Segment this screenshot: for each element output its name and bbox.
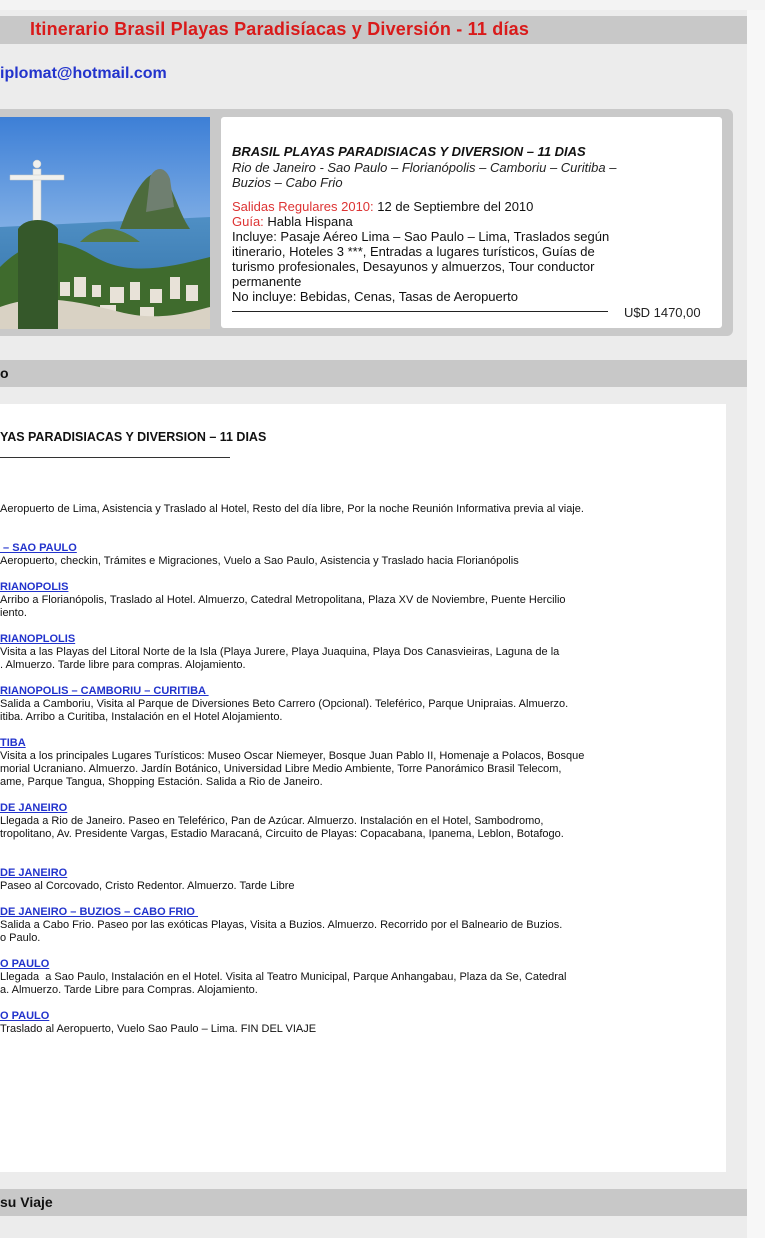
day-title[interactable]: DE JANEIRO [0,867,68,879]
itinerary-panel [0,404,726,1172]
day-title[interactable]: TIBA [0,737,26,749]
page-title: Itinerario Brasil Playas Paradisíacas y Diversión - 11 días [30,19,530,39]
package-card [221,117,722,328]
day-text: Salida a Cabo Frio. Paseo por las exóticas Playas, Visita a Buzios. Almuerzo. Recorrido por el Balneario de Buzios. [0,919,563,931]
excludes-line: No incluye: Bebidas, Cenas, Tasas de Aeropuerto [232,289,518,304]
day-title[interactable]: DE JANEIRO – BUZIOS – CABO FRIO [0,906,199,918]
package-price: U$D 1470,00 [624,305,701,320]
contact-email[interactable]: iplomat@hotmail.com [0,65,167,82]
includes-line: turismo profesionales, Desayunos y almuerzos, Tour conductor [232,259,595,274]
trip-section-label: su Viaje [0,1194,53,1210]
route-line: Rio de Janeiro - Sao Paulo – Florianópolis – Camboriu – Curitiba – [232,160,617,175]
day-text: Aeropuerto, checkin, Trámites e Migraciones, Vuelo a Sao Paulo, Asistencia y Traslado hacia Florianópolis [0,555,519,567]
day-text: Visita a los principales Lugares Turísticos: Museo Oscar Niemeyer, Bosque Juan Pablo II, Homenaje a Polacos, Bosque [0,750,585,762]
day-title[interactable]: – SAO PAULO [0,542,77,554]
heading-rule [0,457,230,458]
day-intro: Aeropuerto de Lima, Asistencia y Traslado al Hotel, Resto del día libre, Por la noche Reunión Informativa previa al viaje. [0,503,584,515]
departures-row [232,199,692,214]
package-title: BRASIL PLAYAS PARADISIACAS Y DIVERSION – 11 DIAS [232,144,586,159]
rio-photo [0,117,210,329]
day-text: Traslado al Aeropuerto, Vuelo Sao Paulo – Lima. FIN DEL VIAJE [0,1023,317,1035]
top-strip [0,0,765,10]
day-text: itiba. Arribo a Curitiba, Instalación en el Hotel Alojamiento. [0,711,283,723]
day-text: Arribo a Florianópolis, Traslado al Hotel. Almuerzo, Catedral Metropolitana, Plaza XV de Noviembre, Puente Hercilio [0,594,566,606]
day-title[interactable]: O PAULO [0,958,50,970]
itinerary-section-bar [0,360,747,387]
day-text: Llegada a Sao Paulo, Instalación en el Hotel. Visita al Teatro Municipal, Parque Anhangabau, Plaza da Se, Catedral [0,971,567,983]
offer-box [0,109,733,336]
price-rule [232,311,608,312]
itinerary-heading: YAS PARADISIACAS Y DIVERSION – 11 DIAS [0,430,267,444]
guide-value: Habla Hispana [263,214,353,229]
day-title[interactable]: DE JANEIRO [0,802,68,814]
route-line: Buzios – Cabo Frio [232,175,343,190]
day-text: o Paulo. [0,932,41,944]
day-text: . Almuerzo. Tarde libre para compras. Alojamiento. [0,659,246,671]
trip-section-bar [0,1189,747,1216]
guide-label: Guía: [232,214,264,229]
guide-row [232,214,692,229]
includes-line: itinerario, Hoteles 3 ***, Entradas a lugares turísticos, Guías de [232,244,595,259]
day-title[interactable]: RIANOPLOLIS [0,633,76,645]
day-text: tropolitano, Av. Presidente Vargas, Estadio Maracaná, Circuito de Playas: Copacabana, Ipanema, Leblon, Botafogo. [0,828,564,840]
day-text: Salida a Camboriu, Visita al Parque de Diversiones Beto Carrero (Opcional). Teleférico, Parque Unipraias. Almuerzo. [0,698,569,710]
day-text: morial Ucraniano. Almuerzo. Jardín Botánico, Universidad Libre Medio Ambiente, Torre Panorámico Brasil Telecom, [0,763,562,775]
day-text: ame, Parque Tangua, Shopping Estación. Salida a Rio de Janeiro. [0,776,323,788]
departures-label: Salidas Regulares 2010: [232,199,374,214]
right-gutter [747,10,765,1238]
day-title[interactable]: O PAULO [0,1010,50,1022]
day-text: iento. [0,607,27,619]
day-text: a. Almuerzo. Tarde Libre para Compras. Alojamiento. [0,984,258,996]
day-text: Paseo al Corcovado, Cristo Redentor. Almuerzo. Tarde Libre [0,880,295,892]
day-title[interactable]: RIANOPOLIS [0,581,69,593]
day-text: Llegada a Rio de Janeiro. Paseo en Teleférico, Pan de Azúcar. Almuerzo. Instalación en el Hotel, Sambodromo, [0,815,544,827]
rio-landscape-illustration [0,117,210,329]
package-route [232,160,692,190]
departures-value: 12 de Septiembre del 2010 [373,199,534,214]
day-title[interactable]: RIANOPOLIS – CAMBORIU – CURITIBA [0,685,209,697]
includes-line: Incluye: Pasaje Aéreo Lima – Sao Paulo – Lima, Traslados según [232,229,610,244]
includes-line: permanente [232,274,302,289]
package-info [232,199,692,304]
title-bar [0,16,747,44]
day-text: Visita a las Playas del Litoral Norte de la Isla (Playa Jurere, Playa Juaquina, Playa Dos Canasvieiras, Laguna de la [0,646,560,658]
itinerary-section-label: o [0,365,9,381]
